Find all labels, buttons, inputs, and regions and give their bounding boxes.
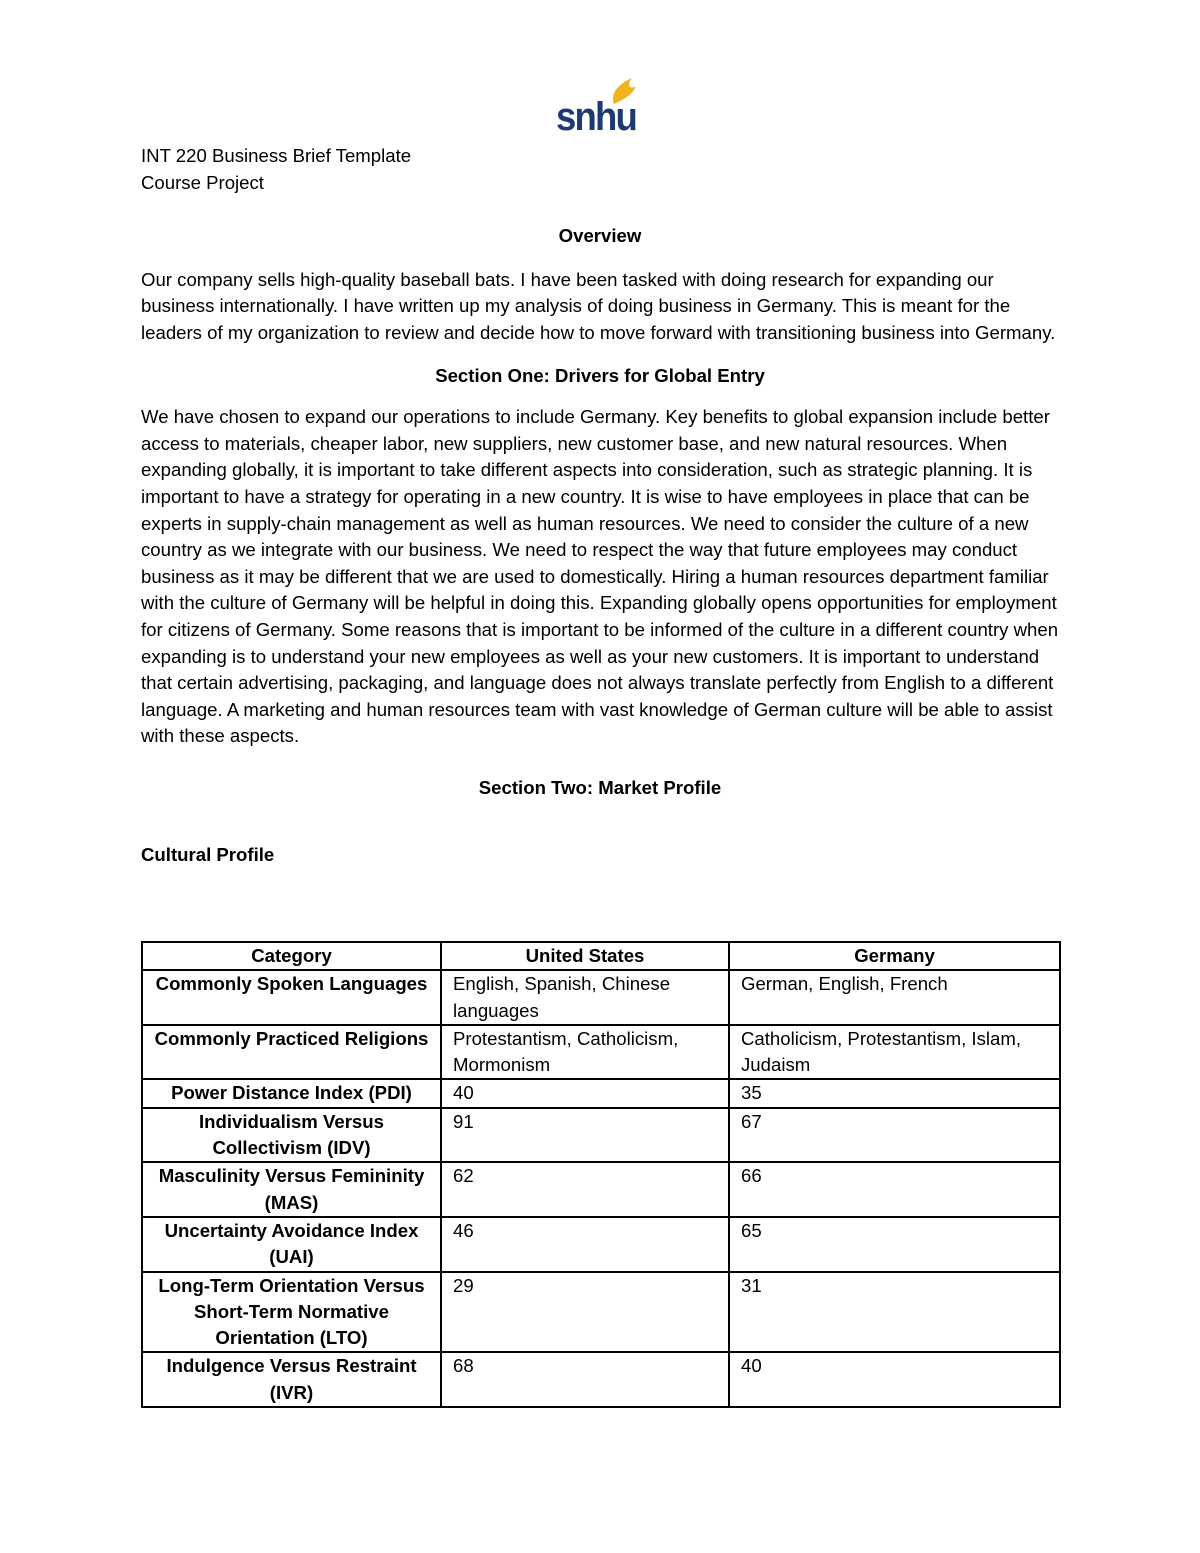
category-cell: Commonly Spoken Languages [142, 970, 441, 1025]
germany-cell: Catholicism, Protestantism, Islam, Judaism [729, 1025, 1060, 1080]
category-cell: Long-Term Orientation Versus Short-Term Normative Orientation (LTO) [142, 1272, 441, 1353]
document-body [141, 143, 1059, 888]
section-one-heading: Section One: Drivers for Global Entry [435, 364, 765, 386]
united-states-cell: 46 [441, 1217, 729, 1272]
snhu-logo [556, 74, 640, 134]
germany-cell: 35 [729, 1079, 1060, 1107]
column-header-germany: Germany [729, 942, 1060, 970]
germany-cell: 67 [729, 1108, 1060, 1163]
cultural-profile-heading: Cultural Profile [141, 844, 275, 866]
united-states-cell: 29 [441, 1272, 729, 1353]
section-two-heading: Section Two: Market Profile [478, 776, 722, 798]
category-cell: Commonly Practiced Religions [142, 1025, 441, 1080]
united-states-cell: English, Spanish, Chinese languages [441, 970, 729, 1025]
united-states-cell: 68 [441, 1352, 729, 1407]
table-row [142, 1025, 1060, 1080]
united-states-cell: Protestantism, Catholicism, Mormonism [441, 1025, 729, 1080]
table-row [142, 1108, 1060, 1163]
germany-cell: 65 [729, 1217, 1060, 1272]
section-one-paragraph: We have chosen to expand our operations to include Germany. Key benefits to global expansion include better access to materials, cheaper labor, new suppliers, new customer base, and new natural resources. When expanding globally, it is important to take different aspects into consideration, such as strategic planning. It is important to have a strategy for operating in a new country. It is wise to have employees in place that can be experts in supply-chain management as well as human resources. We need to consider the culture of a new country as we integrate with our business. We need to respect the way that future employees may conduct business as it may be different that we are used to domestically. Hiring a human resources department familiar with the culture of Germany will be helpful in doing this. Expanding globally opens opportunities for employment for citizens of Germany. Some reasons that is important to be informed of the culture in a different country when expanding is to understand your new employees as well as your new customers. It is important to understand that certain advertising, packaging, and language does not always translate perfectly from English to a different language. A marketing and human resources team with vast knowledge of German culture will be able to assist with these aspects. [141, 406, 1059, 747]
column-header-category: Category [142, 942, 441, 970]
svg-text:snhu: snhu [556, 95, 636, 134]
category-cell: Individualism Versus Collectivism (IDV) [142, 1108, 441, 1163]
document-title: INT 220 Business Brief Template [141, 145, 412, 166]
overview-heading: Overview [558, 225, 642, 247]
table-row [142, 1217, 1060, 1272]
united-states-cell: 40 [441, 1079, 729, 1107]
united-states-cell: 91 [441, 1108, 729, 1163]
table-header-row [142, 942, 1060, 970]
table-row [142, 1079, 1060, 1107]
germany-cell: 40 [729, 1352, 1060, 1407]
category-cell: Masculinity Versus Femininity (MAS) [142, 1162, 441, 1217]
category-cell: Indulgence Versus Restraint (IVR) [142, 1352, 441, 1407]
column-header-united-states: United States [441, 942, 729, 970]
overview-paragraph: Our company sells high-quality baseball bats. I have been tasked with doing research for expanding our business internationally. I have written up my analysis of doing business in Germany. This is meant for the leaders of my organization to review and decide how to move forward with transitioning business into Germany. [141, 268, 1056, 343]
table-row [142, 1272, 1060, 1353]
category-cell: Power Distance Index (PDI) [142, 1079, 441, 1107]
category-cell: Uncertainty Avoidance Index (UAI) [142, 1217, 441, 1272]
united-states-cell: 62 [441, 1162, 729, 1217]
document-subtitle: Course Project [141, 171, 264, 193]
germany-cell: German, English, French [729, 970, 1060, 1025]
table-row [142, 970, 1060, 1025]
table-row [142, 1162, 1060, 1217]
cultural-profile-table [141, 941, 1061, 1408]
table-row [142, 1352, 1060, 1407]
germany-cell: 66 [729, 1162, 1060, 1217]
germany-cell: 31 [729, 1272, 1060, 1353]
